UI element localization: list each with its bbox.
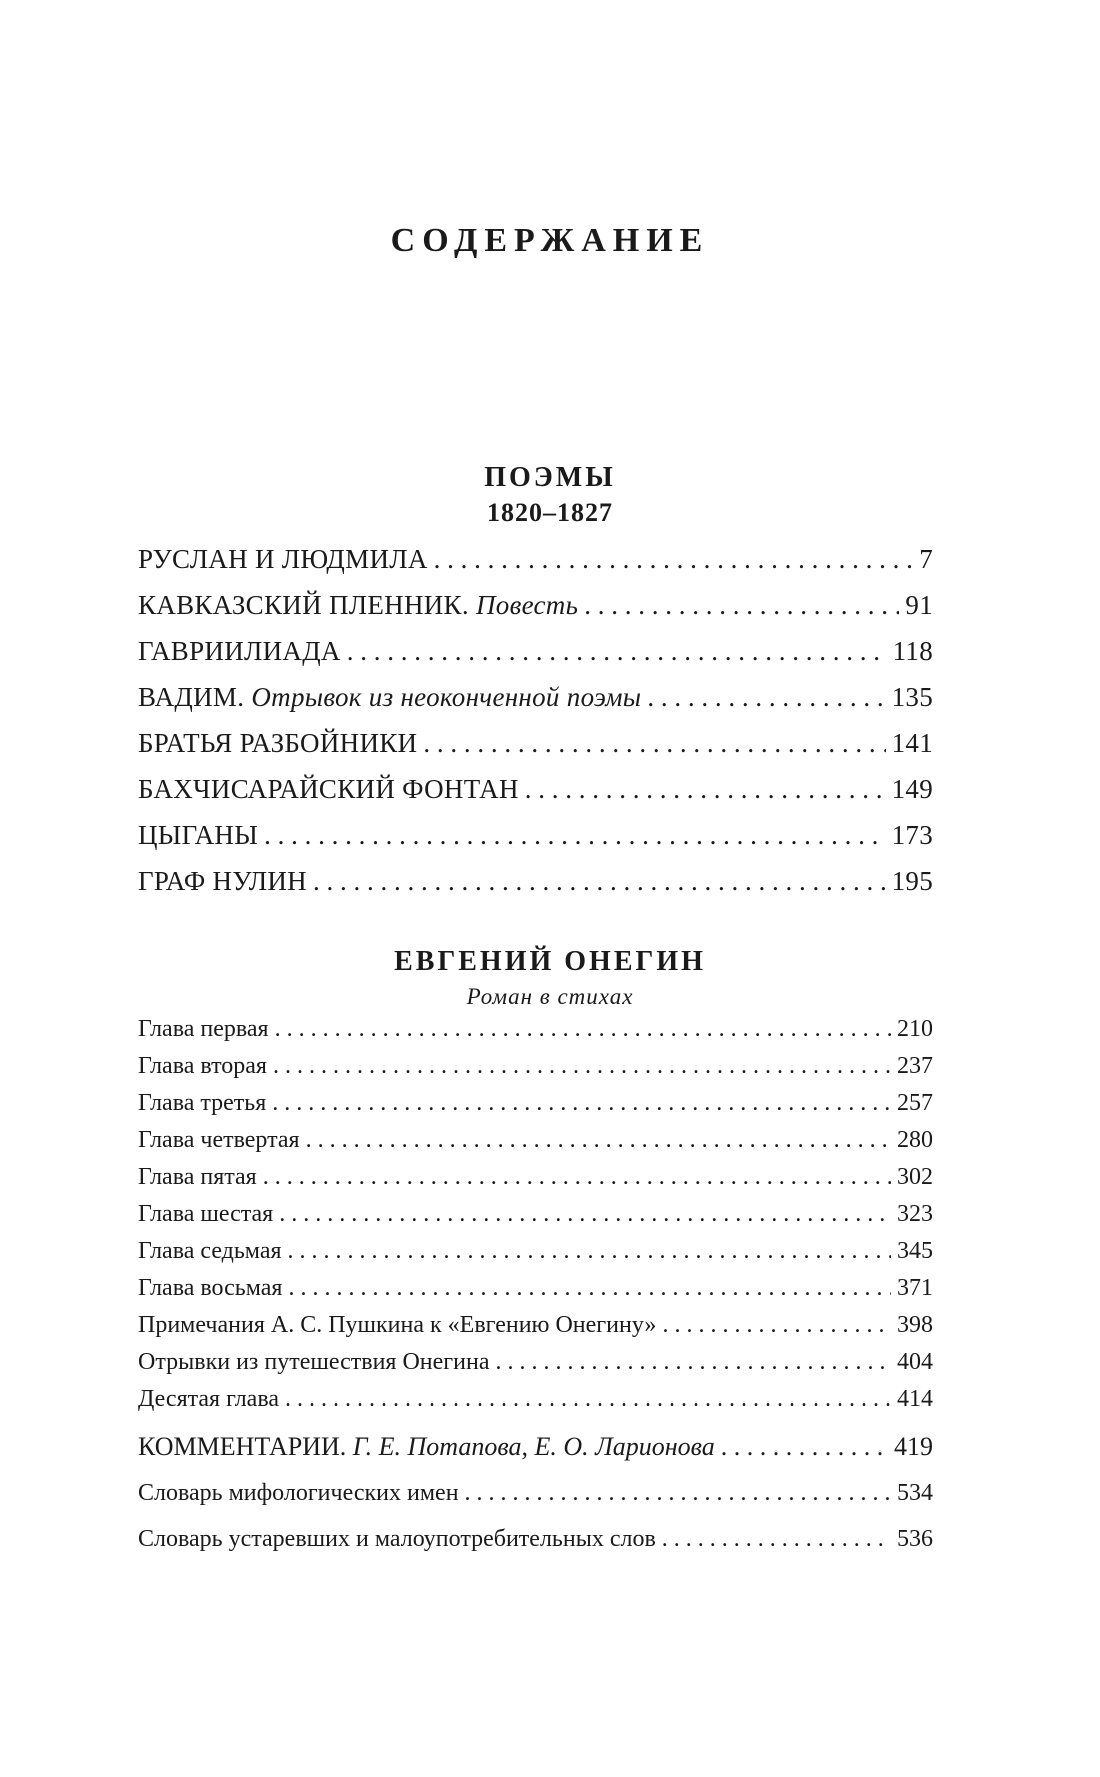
toc-entry-page: 534 xyxy=(897,1480,933,1506)
toc-entry-title: Десятая глава xyxy=(138,1386,279,1412)
dot-leader xyxy=(273,1053,891,1080)
toc-entry-page: 371 xyxy=(897,1275,933,1301)
toc-entry-page: 398 xyxy=(897,1312,933,1338)
dot-leader xyxy=(288,1275,891,1302)
dot-leader xyxy=(423,728,885,759)
dot-leader xyxy=(264,820,886,851)
toc-entry-page: 237 xyxy=(897,1053,933,1079)
dot-leader xyxy=(465,1480,891,1507)
dot-leader xyxy=(285,1386,891,1413)
dot-leader xyxy=(279,1201,891,1228)
onegin-subheading: Роман в стихах xyxy=(466,984,634,1009)
toc-entry-title: Глава вторая xyxy=(138,1053,267,1079)
toc-entry-chapter-2[interactable] xyxy=(138,1053,933,1090)
toc-entry-pushkin-notes[interactable] xyxy=(138,1312,933,1349)
toc-entry-title: Глава восьмая xyxy=(138,1275,283,1301)
toc-entry-bratya[interactable] xyxy=(138,728,933,774)
toc-entry-title: Словарь устаревших и малоупотребительных слов xyxy=(138,1526,656,1552)
toc-entry-chapter-6[interactable] xyxy=(138,1201,933,1238)
toc-entry-tsygany[interactable] xyxy=(138,820,933,866)
dot-leader xyxy=(306,1127,891,1154)
toc-entry-title: ГРАФ НУЛИН xyxy=(138,866,307,896)
toc-entry-page: 404 xyxy=(897,1349,933,1375)
toc-entry-journey-fragments[interactable] xyxy=(138,1349,933,1386)
toc-entry-chapter-3[interactable] xyxy=(138,1090,933,1127)
toc-entry-title: Глава четвертая xyxy=(138,1127,300,1153)
poems-toc xyxy=(138,544,933,912)
toc-entry-page: 323 xyxy=(897,1201,933,1227)
dot-leader xyxy=(525,774,886,805)
appendix-toc xyxy=(138,1432,933,1566)
dot-leader xyxy=(347,636,887,667)
toc-entry-title: Глава шестая xyxy=(138,1201,274,1227)
toc-entry-title: Глава седьмая xyxy=(138,1238,282,1264)
toc-entry-subtitle: Г. Е. Потапова, Е. О. Ларионова xyxy=(352,1432,715,1461)
toc-entry-page: 280 xyxy=(897,1127,933,1153)
dot-leader xyxy=(662,1312,891,1339)
toc-entry-chapter-10[interactable] xyxy=(138,1386,933,1423)
dot-leader xyxy=(647,682,885,713)
dot-leader xyxy=(434,544,914,575)
toc-entry-page: 91 xyxy=(905,590,933,620)
toc-entry-chapter-7[interactable] xyxy=(138,1238,933,1275)
toc-entry-myth-dictionary[interactable] xyxy=(138,1480,933,1526)
toc-entry-chapter-5[interactable] xyxy=(138,1164,933,1201)
toc-entry-page: 302 xyxy=(897,1164,933,1190)
toc-entry-chapter-8[interactable] xyxy=(138,1275,933,1312)
toc-entry-title: ГАВРИИЛИАДА xyxy=(138,636,341,666)
toc-entry-page: 419 xyxy=(894,1432,933,1461)
toc-entry-page: 135 xyxy=(891,682,933,712)
dot-leader xyxy=(275,1016,891,1043)
toc-entry-title: ВАДИМ. Отрывок из неоконченной поэмы xyxy=(138,682,642,712)
dot-leader xyxy=(263,1164,891,1191)
toc-entry-title: БАХЧИСАРАЙСКИЙ ФОНТАН xyxy=(138,774,519,804)
toc-entry-title: КАВКАЗСКИЙ ПЛЕННИК. Повесть xyxy=(138,590,579,620)
toc-entry-title: КОММЕНТАРИИ. Г. Е. Потапова, Е. О. Ларионова xyxy=(138,1432,715,1461)
toc-entry-page: 257 xyxy=(897,1090,933,1116)
toc-entry-title: Глава пятая xyxy=(138,1164,257,1190)
toc-entry-page: 414 xyxy=(897,1386,933,1412)
toc-entry-kavkazsky[interactable] xyxy=(138,590,933,636)
toc-entry-subtitle: Повесть xyxy=(475,590,579,620)
poems-years: 1820–1827 xyxy=(487,498,613,527)
toc-entry-page: 7 xyxy=(919,544,933,574)
onegin-heading: ЕВГЕНИЙ ОНЕГИН xyxy=(394,946,706,977)
toc-entry-title: РУСЛАН И ЛЮДМИЛА xyxy=(138,544,428,574)
toc-entry-chapter-4[interactable] xyxy=(138,1127,933,1164)
dot-leader xyxy=(721,1432,888,1462)
toc-entry-page: 210 xyxy=(897,1016,933,1042)
toc-entry-graf-nulin[interactable] xyxy=(138,866,933,912)
toc-entry-vadim[interactable] xyxy=(138,682,933,728)
toc-entry-title: Глава третья xyxy=(138,1090,267,1116)
toc-entry-page: 195 xyxy=(891,866,933,896)
toc-entry-title: ЦЫГАНЫ xyxy=(138,820,259,850)
toc-entry-page: 149 xyxy=(891,774,933,804)
toc-entry-gavriiliada[interactable] xyxy=(138,636,933,682)
toc-entry-subtitle: Отрывок из неоконченной поэмы xyxy=(251,682,642,712)
toc-entry-page: 173 xyxy=(891,820,933,850)
toc-entry-page: 141 xyxy=(891,728,933,758)
toc-entry-page: 536 xyxy=(897,1526,933,1552)
dot-leader xyxy=(495,1349,891,1376)
dot-leader xyxy=(272,1090,891,1117)
toc-entry-title: БРАТЬЯ РАЗБОЙНИКИ xyxy=(138,728,418,758)
toc-entry-obsolete-dictionary[interactable] xyxy=(138,1526,933,1566)
dot-leader xyxy=(662,1526,891,1553)
dot-leader xyxy=(584,590,899,621)
dot-leader xyxy=(288,1238,891,1265)
toc-entry-chapter-1[interactable] xyxy=(138,1016,933,1053)
page-title: СОДЕРЖАНИЕ xyxy=(390,222,710,259)
toc-entry-title: Глава первая xyxy=(138,1016,269,1042)
toc-entry-page: 345 xyxy=(897,1238,933,1264)
toc-entry-title: Отрывки из путешествия Онегина xyxy=(138,1349,490,1375)
toc-entry-page: 118 xyxy=(892,636,933,666)
poems-heading: ПОЭМЫ xyxy=(484,462,616,493)
toc-entry-bakhchisaray[interactable] xyxy=(138,774,933,820)
toc-entry-title: Словарь мифологических имен xyxy=(138,1480,459,1506)
onegin-toc xyxy=(138,1016,933,1423)
toc-entry-ruslan[interactable] xyxy=(138,544,933,590)
dot-leader xyxy=(313,866,886,897)
toc-entry-title: Примечания А. С. Пушкина к «Евгению Онегину» xyxy=(138,1312,657,1338)
toc-entry-commentary[interactable] xyxy=(138,1432,933,1480)
